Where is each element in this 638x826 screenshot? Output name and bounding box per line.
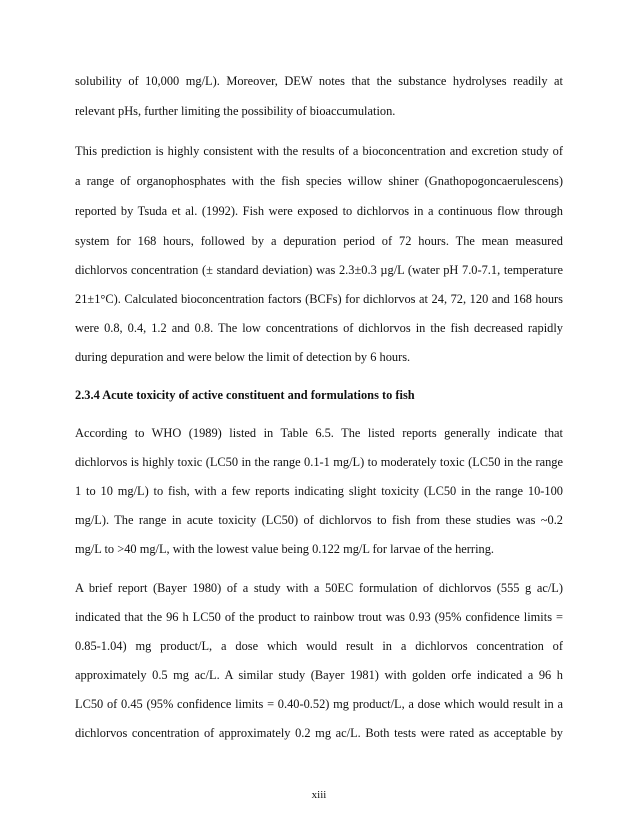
text-line: dichlorvos concentration (± standard deviation) was 2.3±0.3 µg/L (water pH 7.0-7.1, temperature — [75, 263, 563, 277]
text-line: approximately 0.5 mg ac/L. A similar study (Bayer 1981) with golden orfe indicated a 96 h — [75, 668, 563, 682]
text-line: were 0.8, 0.4, 1.2 and 0.8. The low concentrations of dichlorvos in the fish decreased rapidly — [75, 321, 563, 335]
text-line: 21±1°C). Calculated bioconcentration factors (BCFs) for dichlorvos at 24, 72, 120 and 168 hours — [75, 292, 563, 306]
text-line: LC50 of 0.45 (95% confidence limits = 0.40-0.52) mg product/L, a dose which would result in a — [75, 697, 563, 711]
page-number: xiii — [311, 789, 327, 801]
text-line: indicated that the 96 h LC50 of the product to rainbow trout was 0.93 (95% confidence limits = — [75, 610, 563, 624]
text-line: According to WHO (1989) listed in Table 6.5. The listed reports generally indicate that — [75, 426, 563, 440]
text-line: 1 to 10 mg/L) to fish, with a few reports indicating slight toxicity (LC50 in the range 10-100 — [75, 484, 563, 498]
text-line: relevant pHs, further limiting the possibility of bioaccumulation. — [75, 104, 396, 118]
text-line: reported by Tsuda et al. (1992). Fish were exposed to dichlorvos in a continuous flow through — [75, 204, 563, 218]
text-line: during depuration and were below the limit of detection by 6 hours. — [75, 350, 411, 364]
text-line: 0.85-1.04) mg product/L, a dose which would result in a dichlorvos concentration of — [75, 639, 563, 653]
text-line: solubility of 10,000 mg/L). Moreover, DEW notes that the substance hydrolyses readily at — [75, 74, 563, 88]
text-line: This prediction is highly consistent with the results of a bioconcentration and excretion study of — [75, 144, 563, 158]
section-heading: 2.3.4 Acute toxicity of active constituent and formulations to fish — [75, 388, 415, 402]
text-line: A brief report (Bayer 1980) of a study with a 50EC formulation of dichlorvos (555 g ac/L) — [75, 581, 563, 595]
text-line: a range of organophosphates with the fish species willow shiner (Gnathopogoncaerulescens) — [75, 174, 563, 188]
text-line: mg/L to >40 mg/L, with the lowest value being 0.122 mg/L for larvae of the herring. — [75, 542, 494, 556]
text-line: mg/L). The range in acute toxicity (LC50) of dichlorvos to fish from these studies was ~0.2 — [75, 513, 563, 527]
text-line: dichlorvos concentration of approximately 0.2 mg ac/L. Both tests were rated as acceptable by — [75, 726, 563, 740]
text-line: system for 168 hours, followed by a depuration period of 72 hours. The mean measured — [75, 234, 563, 248]
text-line: dichlorvos is highly toxic (LC50 in the range 0.1-1 mg/L) to moderately toxic (LC50 in the range — [75, 455, 563, 469]
